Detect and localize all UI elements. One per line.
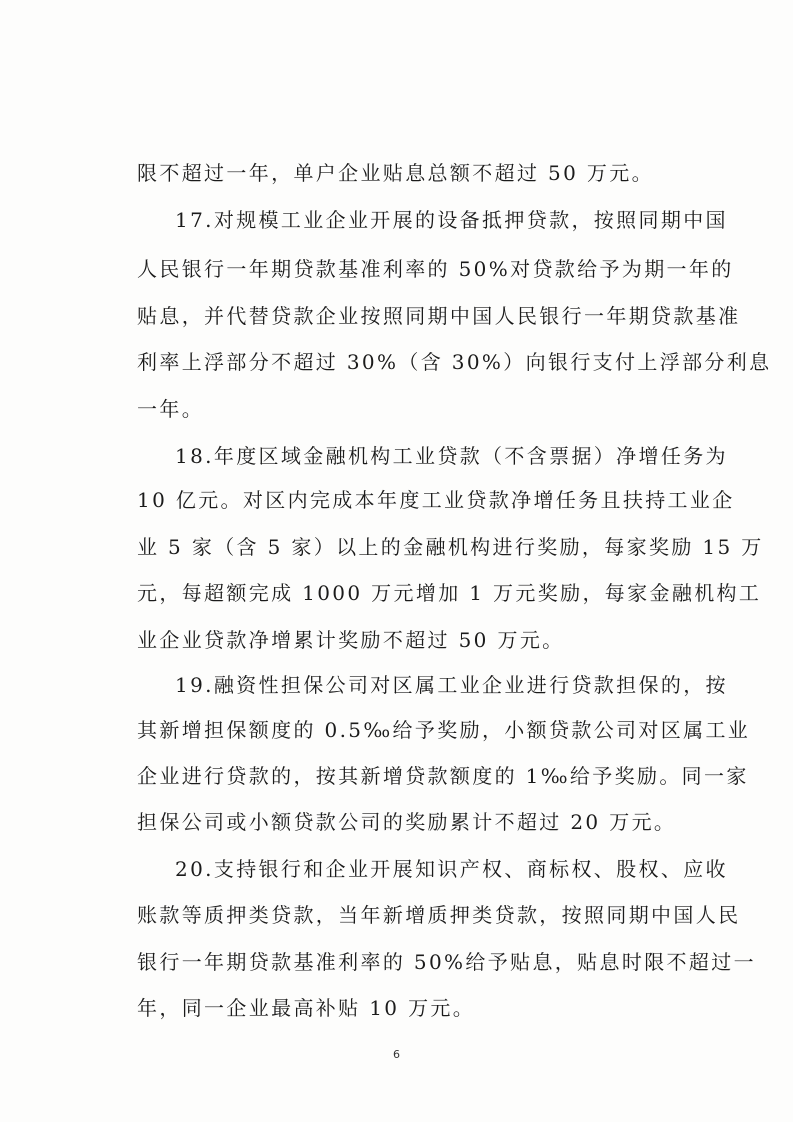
paragraph-19-line-2: 其新增担保额度的 0.5‰给予奖励，小额贷款公司对区属工业 xyxy=(137,718,751,742)
paragraph-18-line-2: 10 亿元。对区内完成本年度工业贷款净增任务且扶持工业企 xyxy=(137,488,735,512)
paragraph-19-line-3: 企业进行贷款的，按其新增贷款额度的 1‰给予奖励。同一家 xyxy=(137,764,749,788)
paragraph-18-line-4: 元，每超额完成 1000 万元增加 1 万元奖励，每家金融机构工 xyxy=(137,581,762,605)
paragraph-18-line-1: 18.年度区域金融机构工业贷款（不含票据）净增任务为 xyxy=(175,444,728,468)
paragraph-18-line-5: 业企业贷款净增累计奖励不超过 50 万元。 xyxy=(137,628,565,652)
paragraph-19-line-4: 担保公司或小额贷款公司的奖励累计不超过 20 万元。 xyxy=(137,810,677,834)
paragraph-16-line-end: 限不超过一年，单户企业贴息总额不超过 50 万元。 xyxy=(137,161,654,185)
paragraph-20-line-4: 年，同一企业最高补贴 10 万元。 xyxy=(137,996,476,1020)
paragraph-19-line-1: 19.融资性担保公司对区属工业企业进行贷款担保的，按 xyxy=(175,673,728,697)
paragraph-17-line-4: 利率上浮部分不超过 30%（含 30%）向银行支付上浮部分利息 xyxy=(137,350,772,374)
paragraph-17-line-2: 人民银行一年期贷款基准利率的 50%对贷款给予为期一年的 xyxy=(137,257,734,281)
paragraph-20-line-3: 银行一年期贷款基准利率的 50%给予贴息，贴息时限不超过一 xyxy=(137,950,756,974)
paragraph-17-line-1: 17.对规模工业企业开展的设备抵押贷款，按照同期中国 xyxy=(175,208,728,232)
paragraph-17-line-5: 一年。 xyxy=(137,397,205,421)
paragraph-20-line-2: 账款等质押类贷款，当年新增质押类贷款，按照同期中国人民 xyxy=(137,903,741,927)
paragraph-18-line-3: 业 5 家（含 5 家）以上的金融机构进行奖励，每家奖励 15 万 xyxy=(137,535,764,559)
paragraph-17-line-3: 贴息，并代替贷款企业按照同期中国人民银行一年期贷款基准 xyxy=(137,304,741,328)
page-number: 6 xyxy=(393,1048,400,1061)
paragraph-20-line-1: 20.支持银行和企业开展知识产权、商标权、股权、应收 xyxy=(175,857,728,881)
